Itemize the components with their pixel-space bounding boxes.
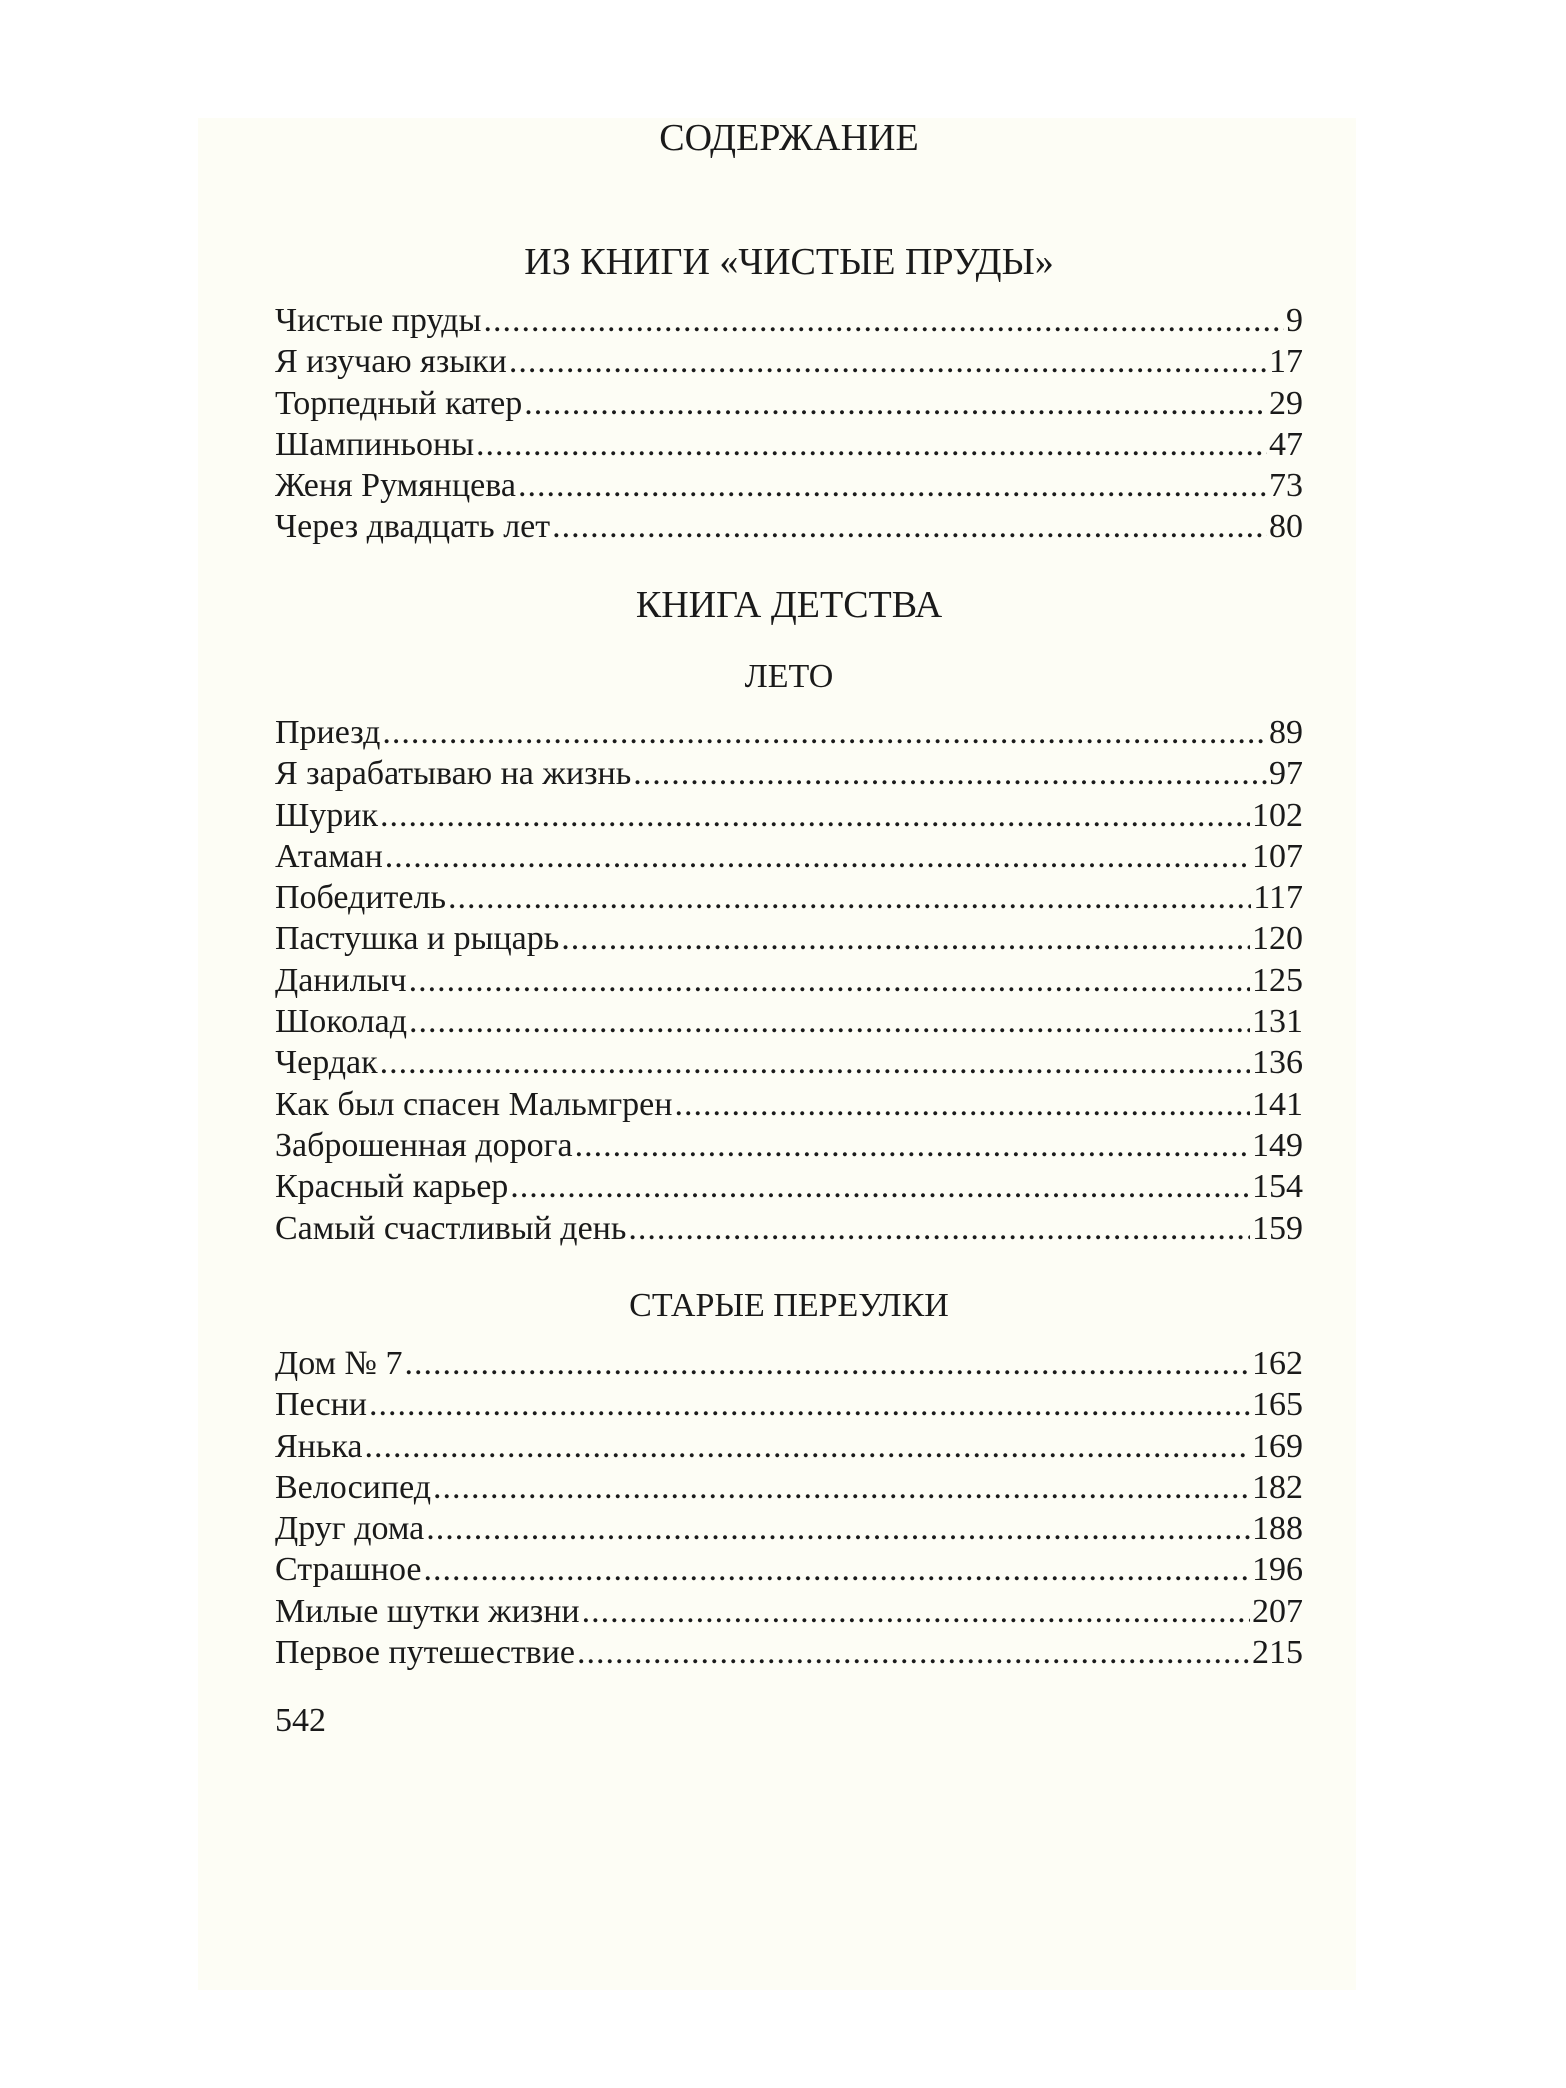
dot-leader — [628, 1208, 1250, 1249]
toc-entry — [275, 1208, 1303, 1249]
toc-entry-title: Данилыч — [275, 961, 407, 999]
toc-entry — [275, 1084, 1303, 1125]
toc-entry-page: 47 — [1269, 425, 1303, 463]
dot-leader — [364, 1426, 1250, 1467]
toc-entry-title: Чистые пруды — [275, 302, 482, 339]
toc-entry — [275, 300, 1303, 341]
toc-entry-title: Через двадцать лет — [275, 508, 551, 546]
section-title: КНИГА ДЕТСТВА — [635, 584, 943, 626]
section-title: ИЗ КНИГИ «ЧИСТЫЕ ПРУДЫ» — [524, 241, 1054, 283]
subsection-title: ЛЕТО — [744, 658, 834, 695]
toc-entry — [275, 1384, 1303, 1425]
dot-leader — [575, 1125, 1250, 1166]
toc-entry — [275, 1001, 1303, 1042]
toc-entry-title: Велосипед — [275, 1468, 432, 1506]
toc-entry-title: Первое путешествие — [275, 1634, 576, 1672]
toc-entry-title: Пастушка и рыцарь — [275, 920, 560, 958]
toc-entry-page: 149 — [1252, 1126, 1303, 1164]
toc-entry — [275, 753, 1303, 794]
dot-leader — [380, 1042, 1250, 1083]
toc-entry-title: Шоколад — [275, 1003, 407, 1041]
toc-entry-title: Я зарабатываю на жизнь — [275, 755, 632, 793]
dot-leader — [577, 1632, 1250, 1673]
toc-entry-title: Я изучаю языки — [275, 343, 507, 381]
toc-entry-title: Шампиньоны — [275, 425, 475, 463]
toc-entry-page: 29 — [1269, 384, 1303, 422]
toc-entry-page: 182 — [1252, 1468, 1303, 1506]
toc-entry-title: Красный карьер — [275, 1168, 509, 1206]
contents-heading: СОДЕРЖАНИЕ — [659, 117, 919, 159]
dot-leader — [409, 1001, 1250, 1042]
toc-entry — [275, 795, 1303, 836]
toc-entry — [275, 1125, 1303, 1166]
toc-entry-page: 107 — [1252, 837, 1303, 875]
dot-leader — [633, 753, 1267, 794]
toc-entry-title: Победитель — [275, 879, 446, 917]
toc-entry-title: Приезд — [275, 714, 381, 751]
toc-entry — [275, 960, 1303, 1001]
toc-entry-page: 131 — [1252, 1003, 1303, 1041]
dot-leader — [448, 877, 1251, 918]
toc-entry-title: Чердак — [275, 1044, 378, 1082]
toc-entry — [275, 1508, 1303, 1549]
toc-entry-page: 215 — [1252, 1634, 1303, 1672]
toc-entry-page: 196 — [1252, 1551, 1303, 1589]
dot-leader — [509, 341, 1267, 382]
dot-leader — [510, 1166, 1250, 1207]
toc-entry-title: Шурик — [275, 796, 379, 834]
toc-entry — [275, 918, 1303, 959]
dot-leader — [369, 1384, 1250, 1425]
toc-entry-page: 207 — [1252, 1592, 1303, 1630]
toc-entry-page: 73 — [1269, 467, 1303, 505]
toc-entry-page: 125 — [1252, 961, 1303, 999]
dot-leader — [423, 1549, 1250, 1590]
toc-entry — [275, 1467, 1303, 1508]
toc-entry-title: Янька — [275, 1427, 363, 1465]
toc-entry-page: 89 — [1269, 714, 1303, 751]
dot-leader — [380, 795, 1250, 836]
dot-leader — [433, 1467, 1250, 1508]
toc-entry-page: 159 — [1252, 1209, 1303, 1247]
toc-entry-title: Заброшенная дорога — [275, 1126, 573, 1164]
toc-entry-page: 136 — [1252, 1044, 1303, 1082]
toc-entry-page: 154 — [1252, 1168, 1303, 1206]
dot-leader — [483, 300, 1284, 341]
toc-entry-title: Песни — [275, 1386, 367, 1424]
dot-leader — [476, 424, 1267, 465]
dot-leader — [582, 1591, 1250, 1632]
toc-entry-title: Друг дома — [275, 1510, 425, 1548]
dot-leader — [385, 836, 1250, 877]
toc-entry — [275, 1549, 1303, 1590]
dot-leader — [426, 1508, 1250, 1549]
toc-entry-title: Дом № 7 — [275, 1345, 403, 1382]
dot-leader — [405, 1343, 1251, 1384]
page-number: 542 — [275, 1702, 326, 1739]
toc-entry — [275, 465, 1303, 506]
toc-entry — [275, 1591, 1303, 1632]
toc-entry — [275, 506, 1303, 547]
toc-entry-title: Женя Румянцева — [275, 467, 516, 505]
toc-old-lanes-list — [275, 1343, 1303, 1673]
toc-entry — [275, 1042, 1303, 1083]
toc-entry-title: Страшное — [275, 1551, 422, 1589]
toc-entry — [275, 424, 1303, 465]
toc-entry-page: 17 — [1269, 343, 1303, 381]
dot-leader — [524, 383, 1267, 424]
toc-entry — [275, 712, 1303, 753]
toc-entry — [275, 383, 1303, 424]
toc-entry — [275, 1166, 1303, 1207]
dot-leader — [561, 918, 1250, 959]
toc-entry-title: Атаман — [275, 837, 383, 875]
toc-entry-page: 9 — [1286, 302, 1303, 339]
toc-entry — [275, 836, 1303, 877]
toc-entry-page: 117 — [1253, 879, 1303, 917]
toc-entry-page: 162 — [1252, 1345, 1303, 1382]
toc-entry-page: 165 — [1252, 1386, 1303, 1424]
toc-entry-title: Как был спасен Мальмгрен — [275, 1085, 673, 1123]
toc-entry-title: Торпедный катер — [275, 384, 523, 422]
dot-leader — [674, 1084, 1250, 1125]
toc-entry-page: 120 — [1252, 920, 1303, 958]
toc-section-1-list — [275, 300, 1303, 548]
toc-entry-page: 188 — [1252, 1510, 1303, 1548]
toc-summer-list — [275, 712, 1303, 1249]
toc-entry-page: 102 — [1252, 796, 1303, 834]
dot-leader — [552, 506, 1267, 547]
dot-leader — [518, 465, 1267, 506]
toc-entry — [275, 877, 1303, 918]
dot-leader — [382, 712, 1267, 753]
dot-leader — [409, 960, 1250, 1001]
toc-entry-title: Милые шутки жизни — [275, 1592, 580, 1630]
subsection-title: СТАРЫЕ ПЕРЕУЛКИ — [629, 1287, 949, 1324]
toc-entry-page: 169 — [1252, 1427, 1303, 1465]
toc-entry — [275, 1632, 1303, 1673]
toc-entry — [275, 1426, 1303, 1467]
toc-entry-page: 80 — [1269, 508, 1303, 546]
toc-entry — [275, 341, 1303, 382]
toc-entry-title: Самый счастливый день — [275, 1209, 627, 1247]
toc-entry — [275, 1343, 1303, 1384]
toc-entry-page: 141 — [1252, 1085, 1303, 1123]
toc-entry-page: 97 — [1269, 755, 1303, 793]
